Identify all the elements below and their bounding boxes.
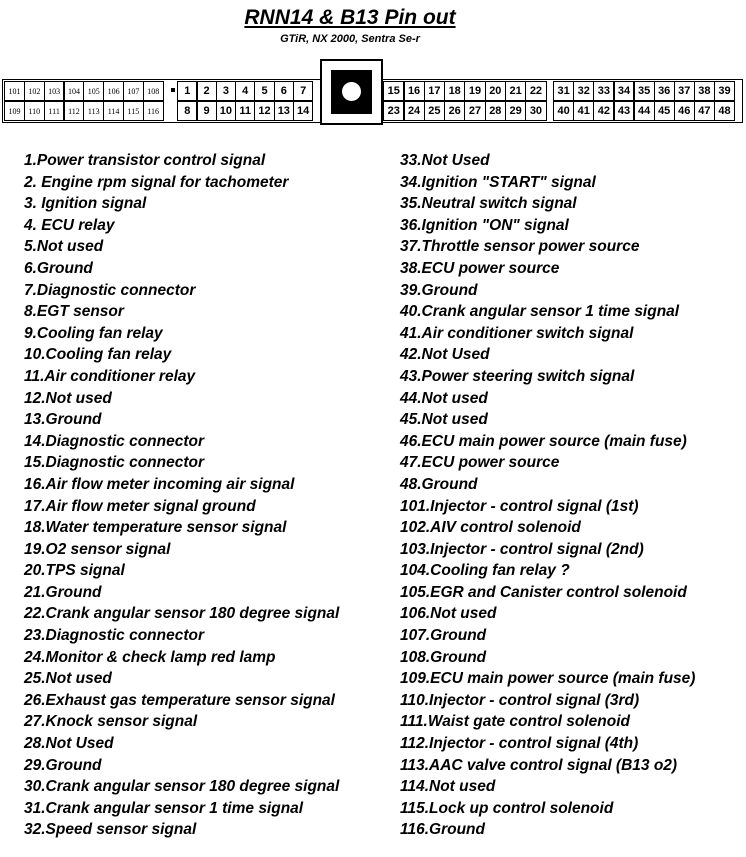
pin-15: 15 [383,81,405,101]
pin-36: 36 [654,81,675,101]
pin-description: 8.EGT sensor [24,303,124,321]
pin-description: 115.Lock up control solenoid [400,799,614,817]
pin-description: 40.Crank angular sensor 1 time signal [400,303,680,321]
connector-marker-dot [171,88,175,92]
pin-102: 102 [24,81,45,101]
pin-43: 43 [613,101,634,121]
connector-key-hole [342,82,361,101]
pin-31: 31 [553,81,574,101]
pin-description: 38.ECU power source [400,259,560,277]
connector-key [320,59,383,125]
pin-block-109-116 [4,101,163,121]
pin-description: 4. ECU relay [24,216,115,234]
pin-105: 105 [83,81,104,101]
pin-description: 18.Water temperature sensor signal [24,519,287,537]
pin-39: 39 [714,81,735,101]
pin-description: 110.Injector - control signal (3rd) [400,691,640,709]
pin-description: 105.EGR and Canister control solenoid [400,583,687,601]
pin-40: 40 [553,101,574,121]
pin-7: 7 [293,81,314,101]
pin-description: 35.Neutral switch signal [400,195,577,213]
pin-description: 19.O2 sensor signal [24,540,171,558]
pin-description: 28.Not Used [24,735,114,753]
pin-description: 113.AAC valve control signal (B13 o2) [400,756,678,774]
pin-8: 8 [177,101,198,121]
pin-4: 4 [235,81,256,101]
pin-44: 44 [633,101,654,121]
pin-114: 114 [103,101,124,121]
pin-description: 10.Cooling fan relay [24,346,172,364]
pin-46: 46 [674,101,695,121]
pin-description: 33.Not Used [400,152,490,169]
pin-description: 20.TPS signal [24,562,125,580]
pin-description: 17.Air flow meter signal ground [24,497,256,515]
pin-103: 103 [44,81,65,101]
pin-111: 111 [44,101,65,121]
pin-47: 47 [694,101,715,121]
pin-10: 10 [216,101,237,121]
pin-description: 16.Air flow meter incoming air signal [24,475,295,493]
pin-22: 22 [525,81,547,101]
pin-description: 23.Diagnostic connector [24,627,205,645]
pin-description: 45.Not used [400,411,488,429]
pin-9: 9 [196,101,217,121]
pin-description: 39.Ground [400,281,478,299]
pin-14: 14 [293,101,314,121]
pin-34: 34 [613,81,634,101]
ecu-connector-diagram [0,0,746,140]
pin-13: 13 [274,101,295,121]
pin-18: 18 [444,81,466,101]
pin-description: 32.Speed sensor signal [24,821,197,839]
pin-description: 107.Ground [400,627,487,645]
pin-42: 42 [593,101,614,121]
pin-description: 44.Not used [400,389,488,407]
pin-16: 16 [403,81,425,101]
pin-5: 5 [254,81,275,101]
pin-description: 1.Power transistor control signal [24,152,266,169]
pin-33: 33 [593,81,614,101]
pin-block-23-30 [383,101,546,121]
page-subtitle: GTiR, NX 2000, Sentra Se-r [280,33,420,45]
pin-45: 45 [654,101,675,121]
pin-23: 23 [383,101,405,121]
pin-description: 6.Ground [24,259,93,277]
pin-20: 20 [485,81,507,101]
pin-description: 31.Crank angular sensor 1 time signal [24,799,304,817]
pin-description: 3. Ignition signal [24,195,147,213]
pin-block-8-14 [177,101,312,121]
pin-description: 42.Not Used [400,346,490,364]
pin-description: 9.Cooling fan relay [24,324,163,342]
pin-3: 3 [216,81,237,101]
pin-35: 35 [633,81,654,101]
pin-description: 37.Throttle sensor power source [400,238,640,256]
pin-description: 48.Ground [400,475,478,493]
pin-description: 46.ECU main power source (main fuse) [400,432,687,450]
pin-48: 48 [714,101,735,121]
pin-list-right [400,150,695,841]
pin-38: 38 [694,81,715,101]
pin-110: 110 [24,101,45,121]
pin-block-15-22 [383,81,546,101]
pin-description: 27.Knock sensor signal [24,713,198,731]
pin-description: 103.Injector - control signal (2nd) [400,540,644,558]
pin-104: 104 [63,81,84,101]
pin-description: 114.Not used [400,778,496,796]
pin-description: 26.Exhaust gas temperature sensor signal [24,691,335,709]
page-title: RNN14 & B13 Pin out [244,6,456,29]
pin-description: 13.Ground [24,411,102,429]
pin-description: 29.Ground [24,756,102,774]
pin-21: 21 [505,81,527,101]
pin-description: 22.Crank angular sensor 180 degree signal [24,605,340,623]
pin-description: 43.Power steering switch signal [400,367,635,385]
pin-list-left [24,150,339,841]
pin-description: 30.Crank angular sensor 180 degree signal [24,778,340,796]
pin-description: 111.Waist gate control solenoid [400,713,630,731]
pin-description: 108.Ground [400,648,487,666]
pin-12: 12 [254,101,275,121]
pin-description: 7.Diagnostic connector [24,281,196,299]
pin-109: 109 [4,101,25,121]
pin-description: 5.Not used [24,238,104,256]
pin-block-40-48 [553,101,734,121]
pin-41: 41 [573,101,594,121]
pin-description: 14.Diagnostic connector [24,432,205,450]
pin-description: 109.ECU main power source (main fuse) [400,670,696,688]
pin-description: 11.Air conditioner relay [24,367,196,385]
pin-30: 30 [525,101,547,121]
pin-17: 17 [424,81,446,101]
pin-description: 102.AIV control solenoid [400,519,581,537]
pin-block-101-108 [4,81,163,101]
pin-116: 116 [143,101,164,121]
pin-11: 11 [235,101,256,121]
pin-description: 15.Diagnostic connector [24,454,205,472]
pin-description: 36.Ignition "ON" signal [400,216,569,234]
pin-24: 24 [403,101,425,121]
pin-26: 26 [444,101,466,121]
pin-6: 6 [274,81,295,101]
pin-description: 24.Monitor & check lamp red lamp [24,648,276,666]
pin-107: 107 [123,81,144,101]
pin-1: 1 [177,81,198,101]
pin-description: 101.Injector - control signal (1st) [400,497,639,515]
pin-description: 47.ECU power source [400,454,560,472]
pin-25: 25 [424,101,446,121]
pin-description: 2. Engine rpm signal for tachometer [24,173,289,191]
pin-description: 25.Not used [24,670,112,688]
pin-description: 116.Ground [400,821,485,839]
pin-37: 37 [674,81,695,101]
pin-32: 32 [573,81,594,101]
pin-27: 27 [464,101,486,121]
pin-115: 115 [123,101,144,121]
pin-112: 112 [63,101,84,121]
pin-101: 101 [4,81,25,101]
pin-113: 113 [83,101,104,121]
pin-108: 108 [143,81,164,101]
pin-106: 106 [103,81,124,101]
pin-description: 21.Ground [24,583,102,601]
pin-description: 41.Air conditioner switch signal [400,324,634,342]
pin-28: 28 [485,101,507,121]
pin-2: 2 [196,81,217,101]
pin-description: 34.Ignition "START" signal [400,173,596,191]
pin-29: 29 [505,101,527,121]
pin-description: 12.Not used [24,389,112,407]
pin-block-31-39 [553,81,734,101]
pin-block-1-7 [177,81,312,101]
pin-description: 112.Injector - control signal (4th) [400,735,639,753]
pin-description: 104.Cooling fan relay ? [400,562,570,580]
pin-19: 19 [464,81,486,101]
pin-description: 106.Not used [400,605,497,623]
